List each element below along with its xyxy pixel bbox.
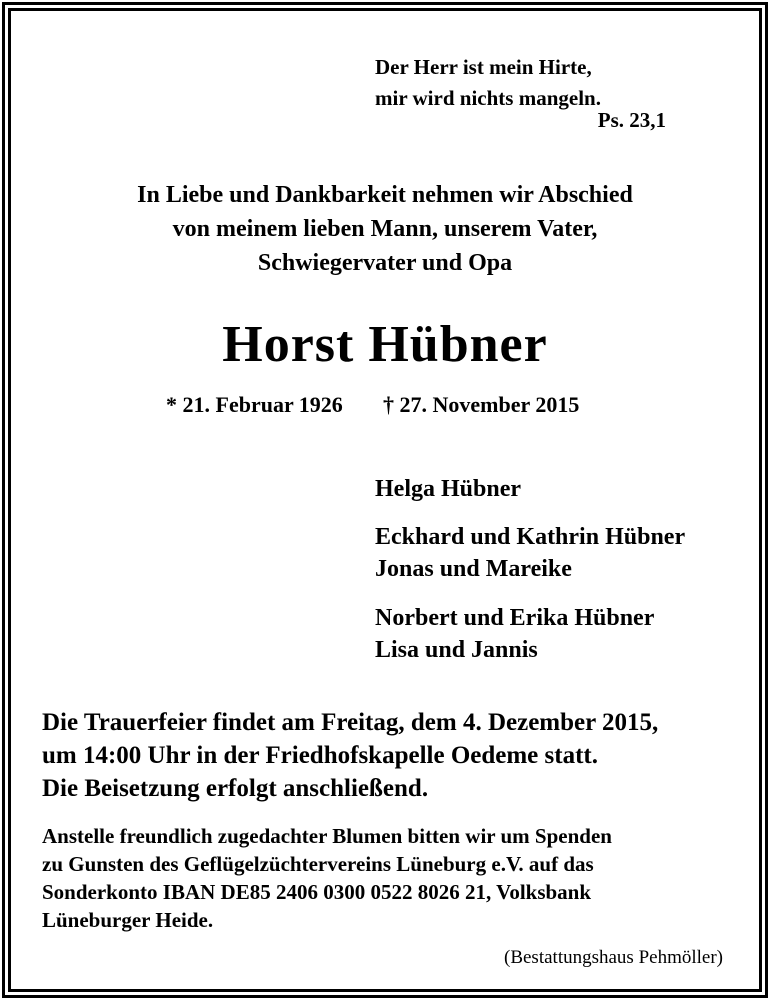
undertaker-credit: (Bestattungshaus Pehmöller) bbox=[504, 947, 723, 968]
intro-line-2: von meinem lieben Mann, unserem Vater, bbox=[172, 216, 598, 242]
service-line-2: um 14:00 Uhr in der Friedhofskapelle Oedeme statt. bbox=[42, 742, 598, 769]
birth-date: * 21. Februar 1926 bbox=[166, 392, 343, 417]
donation-line-2: zu Gunsten des Geflügelzüchtervereins Lüneburg e.V. auf das bbox=[42, 852, 594, 876]
mourner-line-5: Lisa und Jannis bbox=[375, 637, 538, 663]
service-line-1: Die Trauerfeier findet am Freitag, dem 4. Dezember 2015, bbox=[42, 709, 659, 736]
donation-line-1: Anstelle freundlich zugedachter Blumen bitten wir um Spenden bbox=[42, 824, 612, 848]
mourner-line-4: Norbert und Erika Hübner bbox=[375, 605, 655, 631]
verse-line-2: mir wird nichts mangeln. bbox=[375, 86, 601, 110]
intro-line-3: Schwiegervater und Opa bbox=[257, 250, 513, 276]
deceased-name: Horst Hübner bbox=[222, 316, 548, 373]
intro-line-1: In Liebe und Dankbarkeit nehmen wir Abschied bbox=[137, 182, 633, 208]
death-date: † 27. November 2015 bbox=[383, 392, 580, 417]
donation-line-3: Sonderkonto IBAN DE85 2406 0300 0522 8026 21, Volksbank bbox=[42, 880, 592, 904]
mourner-line-3: Jonas und Mareike bbox=[375, 556, 572, 582]
verse-reference: Ps. 23,1 bbox=[597, 108, 666, 132]
verse-line-1: Der Herr ist mein Hirte, bbox=[375, 55, 592, 79]
mourner-line-1: Helga Hübner bbox=[375, 476, 522, 502]
service-line-3: Die Beisetzung erfolgt anschließend. bbox=[42, 775, 429, 802]
mourner-line-2: Eckhard und Kathrin Hübner bbox=[375, 524, 686, 550]
donation-line-4: Lüneburger Heide. bbox=[42, 908, 214, 932]
